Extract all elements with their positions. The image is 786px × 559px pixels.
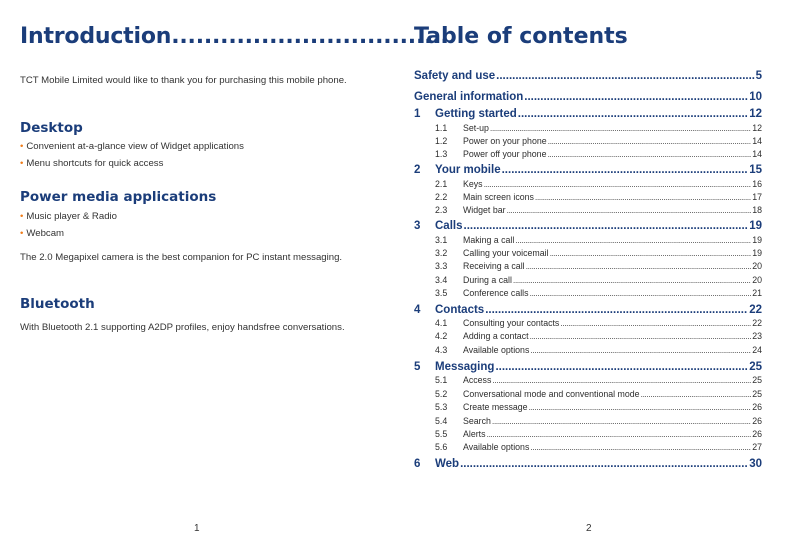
toc-entry[interactable] bbox=[414, 248, 762, 258]
toc-leader-dots bbox=[548, 136, 752, 146]
toc-entry-label: Web bbox=[435, 458, 460, 470]
toc-entry[interactable] bbox=[414, 375, 762, 385]
toc-entry[interactable] bbox=[414, 429, 762, 439]
toc-entry-label: Power off your phone bbox=[463, 149, 547, 159]
toc-entry-number: 3.1 bbox=[435, 235, 448, 245]
toc-leader-dots bbox=[485, 304, 748, 316]
toc-entry-label: Safety and use bbox=[414, 70, 496, 82]
toc-entry-page: 20 bbox=[752, 275, 762, 285]
toc-entry[interactable] bbox=[414, 136, 762, 146]
toc-entry-page: 26 bbox=[752, 402, 762, 412]
toc-leader-dots bbox=[460, 458, 748, 470]
toc-entry-page: 10 bbox=[749, 91, 762, 103]
toc-entry-label: Your mobile bbox=[435, 164, 501, 176]
bullet-text: Webcam bbox=[26, 228, 65, 239]
toc-leader-dots bbox=[492, 375, 751, 385]
toc-entry-number: 1 bbox=[414, 108, 421, 120]
title-text: Introduction bbox=[20, 24, 172, 49]
toc-leader-dots bbox=[487, 429, 752, 439]
toc-entry[interactable] bbox=[414, 442, 762, 452]
toc-entry-page: 19 bbox=[752, 248, 762, 258]
toc-entry-page: 25 bbox=[752, 375, 762, 385]
toc-entry[interactable] bbox=[414, 331, 762, 341]
toc-entry[interactable] bbox=[414, 261, 762, 271]
toc-entry-label: Available options bbox=[463, 345, 530, 355]
toc-entry-page: 23 bbox=[752, 331, 762, 341]
toc-entry[interactable] bbox=[414, 235, 762, 245]
toc-leader-dots bbox=[529, 402, 752, 412]
toc-leader-dots bbox=[496, 70, 754, 82]
bullet-text: Music player & Radio bbox=[26, 211, 118, 222]
section-heading-desktop: Desktop bbox=[20, 120, 83, 136]
section-heading-power-media: Power media applications bbox=[20, 189, 217, 205]
toc-entry-number: 3.3 bbox=[435, 261, 448, 271]
toc-entry-number: 5.6 bbox=[435, 442, 448, 452]
toc-leader-dots bbox=[550, 248, 752, 258]
bullet-item bbox=[20, 228, 64, 239]
camera-paragraph: The 2.0 Megapixel camera is the best companion for PC instant messaging. bbox=[20, 252, 343, 263]
toc-leader-dots bbox=[547, 149, 751, 159]
toc-entry-page: 15 bbox=[749, 164, 762, 176]
toc-entry-label: General information bbox=[414, 91, 524, 103]
toc-entry-page: 18 bbox=[752, 205, 762, 215]
toc-leader-dots bbox=[530, 345, 751, 355]
toc-entry-page: 19 bbox=[749, 220, 762, 232]
toc-entry-label: Calling your voicemail bbox=[463, 248, 549, 258]
toc-entry[interactable] bbox=[414, 91, 762, 103]
toc-entry-number: 5.2 bbox=[435, 389, 448, 399]
toc-entry[interactable] bbox=[414, 345, 762, 355]
toc-entry[interactable] bbox=[414, 275, 762, 285]
bluetooth-paragraph: With Bluetooth 2.1 supporting A2DP profiles, enjoy handsfree conversations. bbox=[20, 322, 345, 333]
toc-entry-page: 14 bbox=[752, 149, 762, 159]
toc-entry-label: Power on your phone bbox=[463, 136, 547, 146]
toc-entry-page: 27 bbox=[752, 442, 762, 452]
toc-leader-dots bbox=[560, 318, 751, 328]
toc-entry-page: 24 bbox=[752, 345, 762, 355]
toc-entry[interactable] bbox=[414, 318, 762, 328]
toc-entry-label: Set-up bbox=[463, 123, 489, 133]
toc-entry-label: Receiving a call bbox=[463, 261, 525, 271]
toc-entry-number: 4.1 bbox=[435, 318, 448, 328]
toc-entry-page: 19 bbox=[752, 235, 762, 245]
page-number: 2 bbox=[586, 523, 592, 534]
toc-entry-number: 5 bbox=[414, 361, 421, 373]
toc-leader-dots bbox=[530, 442, 751, 452]
toc-entry-label: Access bbox=[463, 375, 492, 385]
toc-entry-label: Available options bbox=[463, 442, 530, 452]
page-title bbox=[20, 24, 449, 49]
toc-entry-number: 5.3 bbox=[435, 402, 448, 412]
toc-entry-number: 1.2 bbox=[435, 136, 448, 146]
toc-entry[interactable] bbox=[414, 179, 762, 189]
toc-entry-page: 14 bbox=[752, 136, 762, 146]
toc-entry-number: 1.3 bbox=[435, 149, 448, 159]
toc-entry-label: Calls bbox=[435, 220, 463, 232]
bullet-item bbox=[20, 211, 117, 222]
toc-entry-label: Making a call bbox=[463, 235, 515, 245]
toc-entry-label: Alerts bbox=[463, 429, 486, 439]
bullet-text: Menu shortcuts for quick access bbox=[26, 158, 164, 169]
toc-leader-dots bbox=[524, 91, 748, 103]
bullet-icon: • bbox=[20, 211, 24, 222]
toc-entry-label: Messaging bbox=[435, 361, 495, 373]
toc-entry-page: 22 bbox=[749, 304, 762, 316]
toc-title: Table of contents bbox=[414, 24, 628, 49]
toc-entry-number: 5.4 bbox=[435, 416, 448, 426]
toc-entry[interactable] bbox=[414, 70, 762, 82]
intro-paragraph: TCT Mobile Limited would like to thank you for purchasing this mobile phone. bbox=[20, 75, 347, 86]
bullet-icon: • bbox=[20, 158, 24, 169]
toc-entry-page: 30 bbox=[749, 458, 762, 470]
toc-entry[interactable] bbox=[414, 192, 762, 202]
bullet-icon: • bbox=[20, 141, 24, 152]
toc-entry-label: Getting started bbox=[435, 108, 517, 120]
toc-entry-number: 2 bbox=[414, 164, 421, 176]
toc-entry-page: 12 bbox=[749, 108, 762, 120]
toc-entry-label: Search bbox=[463, 416, 491, 426]
section-heading-bluetooth: Bluetooth bbox=[20, 296, 95, 312]
toc-entry-number: 4.2 bbox=[435, 331, 448, 341]
toc-entry[interactable] bbox=[414, 164, 762, 176]
toc-entry-label: Conference calls bbox=[463, 288, 529, 298]
toc-leader-dots bbox=[515, 235, 751, 245]
bullet-icon: • bbox=[20, 228, 24, 239]
toc-leader-dots bbox=[530, 331, 752, 341]
toc-entry[interactable] bbox=[414, 123, 762, 133]
toc-entry-label: Main screen icons bbox=[463, 192, 534, 202]
toc-entry-number: 4.3 bbox=[435, 345, 448, 355]
bullet-item bbox=[20, 141, 244, 152]
toc-leader-dots bbox=[530, 288, 752, 298]
toc-entry[interactable] bbox=[414, 220, 762, 232]
right-page bbox=[414, 0, 762, 559]
toc-entry-label: Contacts bbox=[435, 304, 485, 316]
toc-entry[interactable] bbox=[414, 149, 762, 159]
toc-entry-number: 4 bbox=[414, 304, 421, 316]
toc-entry-number: 5.1 bbox=[435, 375, 448, 385]
toc-entry-page: 20 bbox=[752, 261, 762, 271]
page-number: 1 bbox=[194, 523, 200, 534]
toc-entry-page: 26 bbox=[752, 416, 762, 426]
toc-entry[interactable] bbox=[414, 458, 762, 470]
toc-entry[interactable] bbox=[414, 288, 762, 298]
toc-leader-dots bbox=[535, 192, 751, 202]
toc-entry[interactable] bbox=[414, 416, 762, 426]
toc-entry-number: 6 bbox=[414, 458, 421, 470]
toc-leader-dots bbox=[484, 179, 752, 189]
toc-entry-label: Consulting your contacts bbox=[463, 318, 560, 328]
toc-entry-number: 3.5 bbox=[435, 288, 448, 298]
toc-entry-label: Widget bar bbox=[463, 205, 506, 215]
toc-leader-dots bbox=[464, 220, 749, 232]
toc-entry-page: 25 bbox=[749, 361, 762, 373]
toc-entry[interactable] bbox=[414, 389, 762, 399]
toc-entry[interactable] bbox=[414, 108, 762, 120]
toc-entry-page: 25 bbox=[752, 389, 762, 399]
toc-entry[interactable] bbox=[414, 205, 762, 215]
toc-leader-dots bbox=[490, 123, 751, 133]
toc-entry[interactable] bbox=[414, 402, 762, 412]
toc-entry-page: 5 bbox=[755, 70, 762, 82]
toc-entry-label: Adding a contact bbox=[463, 331, 529, 341]
toc-entry-number: 3 bbox=[414, 220, 421, 232]
toc-leader-dots bbox=[492, 416, 751, 426]
toc-entry-page: 22 bbox=[752, 318, 762, 328]
toc-leader-dots bbox=[513, 275, 751, 285]
toc-leader-dots bbox=[502, 164, 749, 176]
toc-entry-number: 3.2 bbox=[435, 248, 448, 258]
bullet-text: Convenient at-a-glance view of Widget applications bbox=[26, 141, 244, 152]
toc-entry-number: 1.1 bbox=[435, 123, 448, 133]
toc-leader-dots bbox=[526, 261, 752, 271]
toc-entry-label: Conversational mode and conventional mode bbox=[463, 389, 640, 399]
toc-entry-page: 17 bbox=[752, 192, 762, 202]
toc-entry-label: Keys bbox=[463, 179, 483, 189]
toc-entry-label: During a call bbox=[463, 275, 512, 285]
toc-entry-number: 2.2 bbox=[435, 192, 448, 202]
toc-entry-number: 2.3 bbox=[435, 205, 448, 215]
toc-leader-dots bbox=[507, 205, 752, 215]
toc-entry-label: Create message bbox=[463, 402, 528, 412]
toc-entry-number: 2.1 bbox=[435, 179, 448, 189]
toc-entry[interactable] bbox=[414, 361, 762, 373]
bullet-item bbox=[20, 158, 163, 169]
toc-entry-page: 21 bbox=[752, 288, 762, 298]
toc-entry-page: 16 bbox=[752, 179, 762, 189]
toc-entry-number: 3.4 bbox=[435, 275, 448, 285]
toc-entry[interactable] bbox=[414, 304, 762, 316]
title-dots: .................................. bbox=[171, 24, 449, 49]
toc-entry-number: 5.5 bbox=[435, 429, 448, 439]
toc-entry-page: 26 bbox=[752, 429, 762, 439]
toc-leader-dots bbox=[641, 389, 752, 399]
toc-entry-page: 12 bbox=[752, 123, 762, 133]
toc-leader-dots bbox=[495, 361, 748, 373]
toc-leader-dots bbox=[518, 108, 748, 120]
